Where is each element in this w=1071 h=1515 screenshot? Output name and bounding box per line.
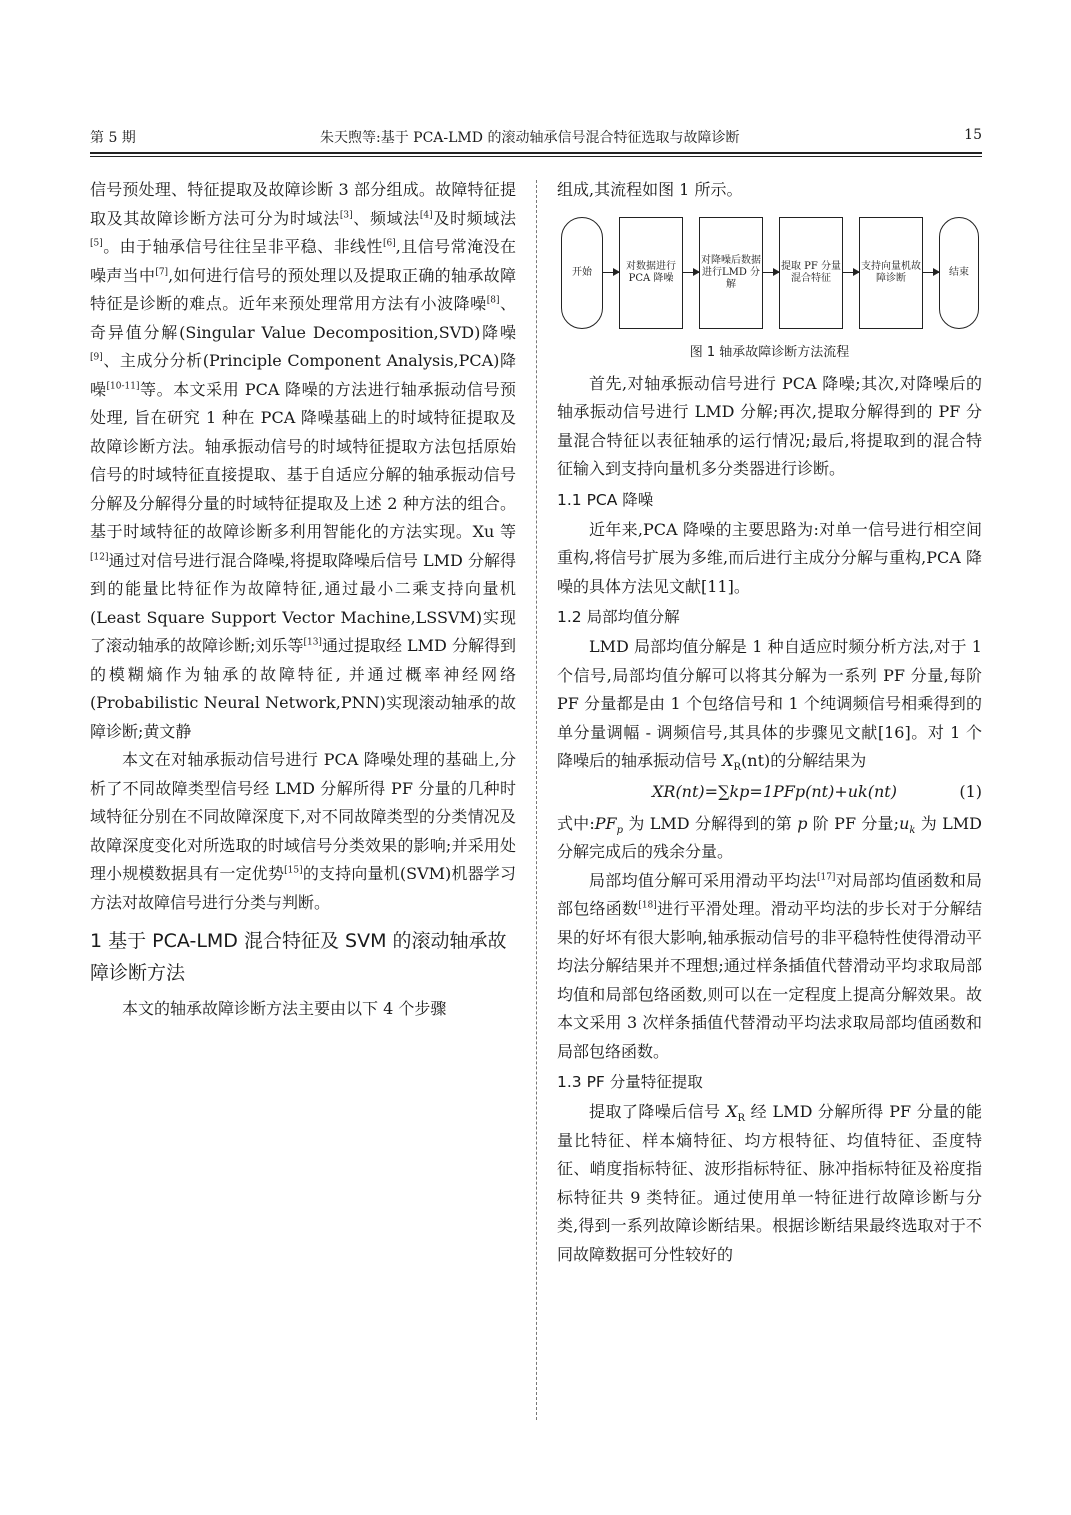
flow-arrow [763,272,779,273]
section-1-heading: 1 基于 PCA-LMD 混合特征及 SVM 的滚动轴承故障诊断方法 [90,930,507,984]
flow-arrow [603,272,619,273]
citation: [3] [339,210,353,221]
section-1-2-heading: 1.2 局部均值分解 [557,608,680,626]
right-column [557,176,982,1269]
citation: [13] [303,637,322,648]
column-separator [536,180,537,1420]
flow-step-lmd-node: 对降噪后数据进行LMD 分解 [699,217,763,329]
header-rule-thick [90,152,982,154]
running-header [90,127,982,151]
citation: [12] [90,552,109,563]
paragraph-lmd: LMD 局部均值分解是 1 种自适应时频分析方法,对于 1 个信号,局部均值分解可以将其分解为一系列 PF 分量,每阶 PF 分量都是由 1 个包络信号和 1 个纯调频信号相乘得到的单分量调幅 - 调频信号,其具体的步骤见文献[16]。对 1 个降噪后的轴承振动信号 $X_R(nt)$的分解结果为 [557,637,982,774]
citation: [6] [382,238,396,249]
paragraph-this-paper: 本文在对轴承振动信号进行 PCA 降噪处理的基础上,分析了不同故障类型信号经 LMD 分解所得 PF 分量的几种时域特征分别在不同故障深度下,对不同故障类型的分类情况及故障深度变化对所选取的时域信号分类效果的影响;并采用处理小规模数据具有一定优势[15]的支持向量机(SVM)机器学习方法对故障信号进行分类与判断。 [90,750,516,912]
equation-number: (1) [959,781,982,801]
flow-arrow [843,272,859,273]
flowchart-figure-1 [557,211,982,336]
page-number: 15 [964,127,982,143]
citation: [10-11] [106,381,140,392]
flow-step-svm-node: 支持向量机故障诊断 [859,217,923,329]
section-1-3-heading: 1.3 PF 分量特征提取 [557,1073,703,1091]
flow-end-node: 结束 [939,217,979,329]
running-title: 朱天煦等:基于 PCA-LMD 的滚动轴承信号混合特征选取与故障诊断 [320,130,740,146]
figure-1-caption: 图 1 轴承故障诊断方法流程 [689,344,850,360]
flow-arrow [683,272,699,273]
paragraph-method-steps: 本文的轴承故障诊断方法主要由以下 4 个步骤 [122,999,447,1018]
citation: [15] [284,865,303,876]
paragraph-equation-where: 式中$:PF_p$ 为 LMD 分解得到的第 p 阶 PF 分量$;u_k$ 为 LMD 分解完成后的残余分量。 [557,813,983,861]
paragraph-smoothing: 局部均值分解可采用滑动平均法[17]对局部均值函数和局部包络函数[18]进行平滑处理。滑动平均法的步长对于分解结果的好坏有很大影响,轴承振动信号的非平稳特性使得滑动平均法分解结果并不理想;通过样条插值代替滑动平均求取局部均值和局部包络函数,则可以在一定程度上提高分解效果。故本文采用 3 次样条插值代替滑动平均法求取局部均值函数和局部包络函数。 [557,870,982,1061]
flow-step-pca-node: 对数据进行PCA 降噪 [619,217,683,329]
flow-arrow [923,272,939,273]
equation-1 [557,776,982,810]
section-1-1-heading: 1.1 PCA 降噪 [557,490,654,509]
paragraph-steps-summary: 首先,对轴承振动信号进行 PCA 降噪;其次,对降噪后的轴承振动信号进行 LMD 分解;再次,提取分解得到的 PF 分量混合特征以表征轴承的运行情况;最后,将提取到的混合特征输入到支持向量机多分类器进行诊断。 [557,373,982,478]
paragraph-pf-features: 提取了降噪后信号 $X_R$ 经 LMD 分解所得 PF 分量的能量比特征、样本熵特征、均方根特征、均值特征、歪度特征、峭度指标特征、波形指标特征、脉冲指标特征及裕度指标特征共 9 类特征。通过使用单一特征进行故障诊断与分类,得到一系列故障诊断结果。根据诊断结果最终选取对于不同故障数据可分性较好的 [557,1102,982,1264]
equation-expression: XR(nt)=∑kp=1PFp(nt)+uk(nt) [652,781,897,801]
paragraph-intro-continued: 信号预处理、特征提取及故障诊断 3 部分组成。故障特征提取及其故障诊断方法可分为时域法[3]、频域法[4]及时频域法[5]。由于轴承信号往往呈非平稳、非线性[6],且信号常淹没在噪声当中[7],如何进行信号的预处理以及提取正确的轴承故障特征是诊断的难点。近年来预处理常用方法有小波降噪[8]、奇异值分解(Singular Value Decomposition,SVD)降噪[9]、主成分分析(Principle Component Analysis,PCA)降噪[10-11]等。本文采用 PCA 降噪的方法进行轴承振动信号预处理, 旨在研究 1 种在 PCA 降噪基础上的时域特征提取及故障诊断方法。轴承振动信号的时域特征提取方法包括原始信号的时域特征直接提取、基于自适应分解的轴承振动信号分解及分解得分量的时域特征提取及上述 2 种方法的组合。基于时域特征的故障诊断多利用智能化的方法实现。Xu 等[12]通过对信号进行混合降噪,将提取降噪后信号 LMD 分解得到的能量比特征作为故障特征,通过最小二乘支持向量机(Least Square Support Vector Machine,LSSVM)实现了滚动轴承的故障诊断;刘乐等[13]通过提取经 LMD 分解得到的模糊熵作为轴承的故障特征, 并通过概率神经网络(Probabilistic Neural Network,PNN)实现滚动轴承的故障诊断;黄文静 [90,180,516,741]
citation: [18] [638,900,657,911]
paragraph-pca: 近年来,PCA 降噪的主要思路为:对单一信号进行相空间重构,将信号扩展为多维,而后进行主成分分解与重构,PCA 降噪的具体方法见文献[11]。 [557,519,982,596]
issue-number: 第 5 期 [90,130,136,146]
citation: [7] [155,267,169,278]
paragraph-flow-intro: 组成,其流程如图 1 所示。 [557,180,743,199]
citation: [8] [486,295,500,306]
flow-start-node: 开始 [561,217,603,329]
citation: [9] [90,352,103,363]
citation: [4] [419,210,433,221]
flow-step-feature-node: 提取 PF 分量混合特征 [779,217,843,329]
citation: [17] [816,872,836,883]
citation: [5] [90,238,103,249]
left-column [90,176,516,1024]
header-rule-thin [90,156,982,157]
